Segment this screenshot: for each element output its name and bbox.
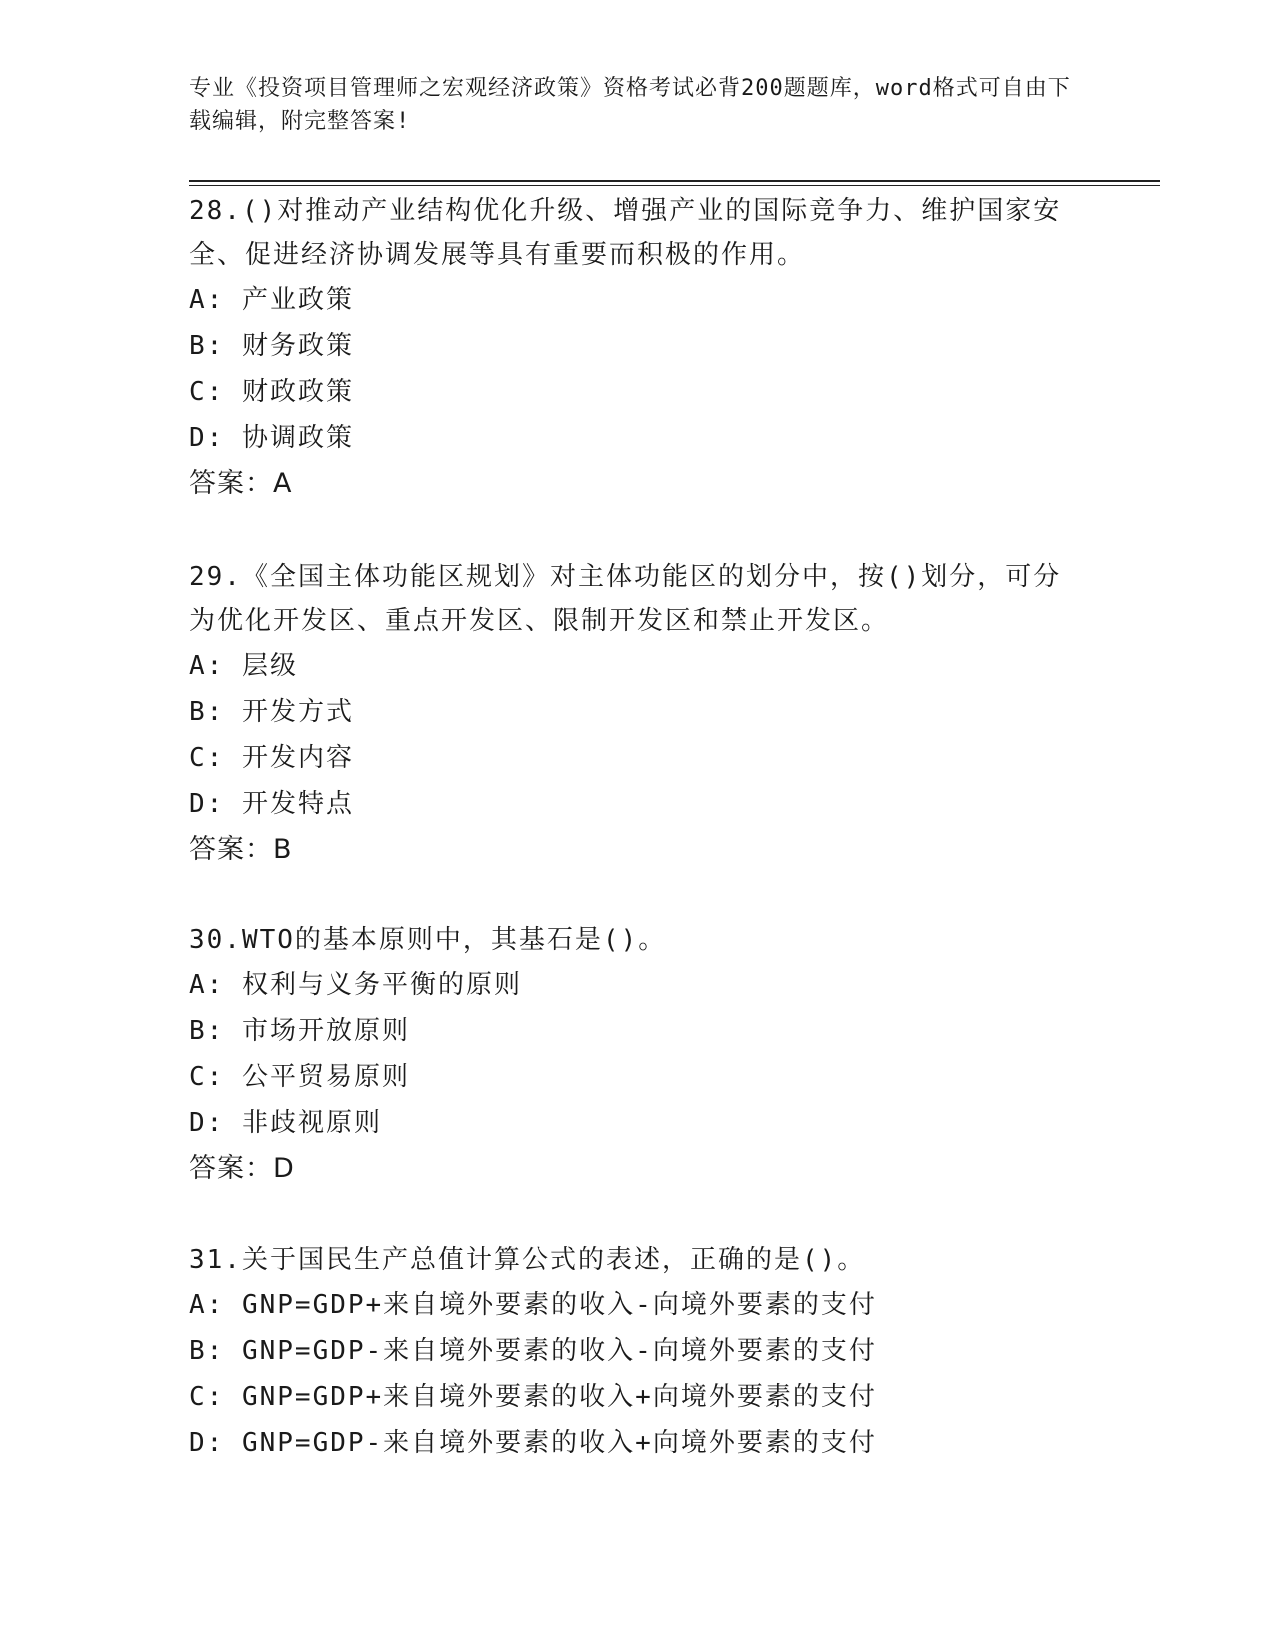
option-d: D: GNP=GDP-来自境外要素的收入+向境外要素的支付 (189, 1428, 877, 1458)
option-b: B: GNP=GDP-来自境外要素的收入-向境外要素的支付 (189, 1336, 877, 1366)
header-divider-thin (189, 185, 1160, 186)
question-31 (189, 1238, 1089, 1466)
question-30 (189, 918, 1089, 1192)
option-d: D: 非歧视原则 (189, 1108, 382, 1138)
option-a: A: 权利与义务平衡的原则 (189, 970, 522, 1000)
option-a: A: 产业政策 (189, 285, 354, 315)
answer-line: 答案：D (189, 1153, 295, 1184)
option-a: A: 层级 (189, 651, 298, 681)
question-28 (189, 189, 1089, 507)
question-stem: 29.《全国主体功能区规划》对主体功能区的划分中，按()划分，可分为优化开发区、重点开发区、限制开发区和禁止开发区。 (189, 562, 1062, 636)
answer-line: 答案：B (189, 834, 293, 865)
option-c: C: 开发内容 (189, 743, 354, 773)
header-divider-thick (189, 180, 1160, 182)
option-b: B: 开发方式 (189, 697, 354, 727)
question-stem: 28.()对推动产业结构优化升级、增强产业的国际竞争力、维护国家安全、促进经济协调发展等具有重要而积极的作用。 (189, 196, 1062, 270)
option-d: D: 开发特点 (189, 789, 354, 819)
question-29 (189, 555, 1089, 873)
document-header: 专业《投资项目管理师之宏观经济政策》资格考试必背200题题库，word格式可自由下载编辑，附完整答案! (189, 76, 1071, 134)
option-c: C: 财政政策 (189, 377, 354, 407)
option-a: A: GNP=GDP+来自境外要素的收入-向境外要素的支付 (189, 1290, 877, 1320)
option-c: C: 公平贸易原则 (189, 1062, 410, 1092)
option-c: C: GNP=GDP+来自境外要素的收入+向境外要素的支付 (189, 1382, 877, 1412)
question-stem: 30.WTO的基本原则中，其基石是()。 (189, 925, 667, 955)
answer-line: 答案：A (189, 468, 293, 499)
option-b: B: 市场开放原则 (189, 1016, 410, 1046)
question-stem: 31.关于国民生产总值计算公式的表述，正确的是()。 (189, 1245, 866, 1275)
option-b: B: 财务政策 (189, 331, 354, 361)
option-d: D: 协调政策 (189, 423, 354, 453)
